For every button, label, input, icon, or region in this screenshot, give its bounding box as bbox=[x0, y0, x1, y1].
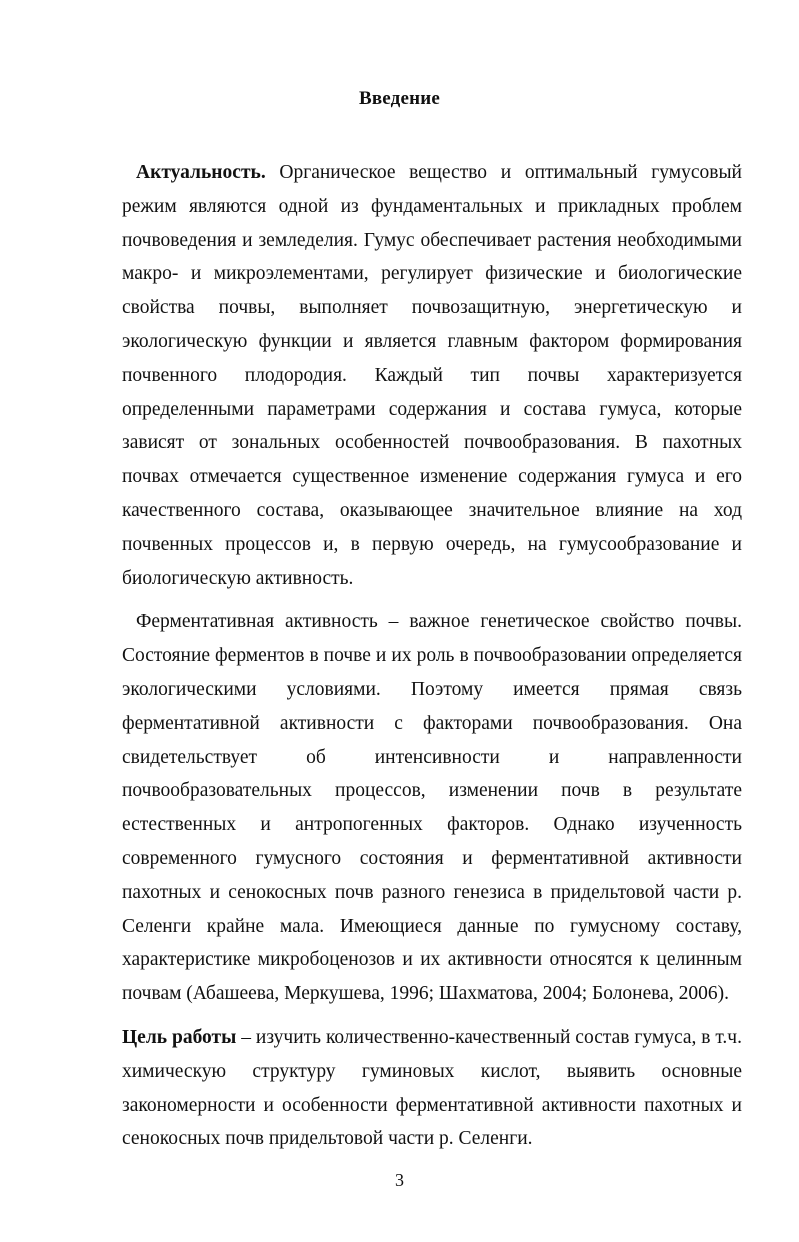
page-number: 3 bbox=[395, 1170, 404, 1190]
paragraph-lead: Актуальность. bbox=[136, 162, 266, 183]
paragraph-goal bbox=[122, 1021, 742, 1156]
paragraph-enzyme-activity bbox=[122, 605, 742, 1011]
section-title: Введение bbox=[358, 88, 441, 109]
paragraph-text: Органическое вещество и оптимальный гумусовый режим являются одной из фундаментальных и прикладных проблем почвоведения и земледелия. Гумус обеспечивает растения необходимыми макро- и микроэлементами, регулирует физические и биологические свойства почвы, выполняет почвозащитную, энергетическую и экологическую функции и является главным фактором формирования почвенного плодородия. Каждый тип почвы характеризуется определенными параметрами содержания и состава гумуса, которые зависят от зональных особенностей почвообразования. В пахотных почвах отмечается существенное изменение содержания гумуса и его качественного состава, оказывающее значительное влияние на ход почвенных процессов и, в первую очередь, на гумусообразование и биологическую активность. bbox=[122, 162, 742, 589]
paragraph-text: – изучить количественно-качественный состав гумуса, в т.ч. химическую структуру гуминовых кислот, выявить основные закономерности и особенности ферментативной активности пахотных и сенокосных почв придельтовой части р. Селенги. bbox=[122, 1026, 742, 1150]
body-text bbox=[122, 156, 742, 1156]
paragraph-relevance bbox=[122, 156, 742, 595]
paragraph-lead: Цель работы bbox=[122, 1026, 237, 1048]
paragraph-text: Ферментативная активность – важное генетическое свойство почвы. Состояние ферментов в почве и их роль в почвообразовании определяется экологическими условиями. Поэтому имеется прямая связь ферментативной активности с факторами почвообразования. Она свидетельствует об интенсивности и направленности почвообразовательных процессов, изменении почв в результате естественных и антропогенных факторов. Однако изученность современного гумусного состояния и ферментативной активности пахотных и сенокосных почв разного генезиса в придельтовой части р. Селенги крайне мала. Имеющиеся данные по гумусному составу, характеристике микробоценозов и их активности относятся к целинным почвам (Абашеева, Меркушева, 1996; Шахматова, 2004; Болонева, 2006). bbox=[122, 611, 742, 1005]
